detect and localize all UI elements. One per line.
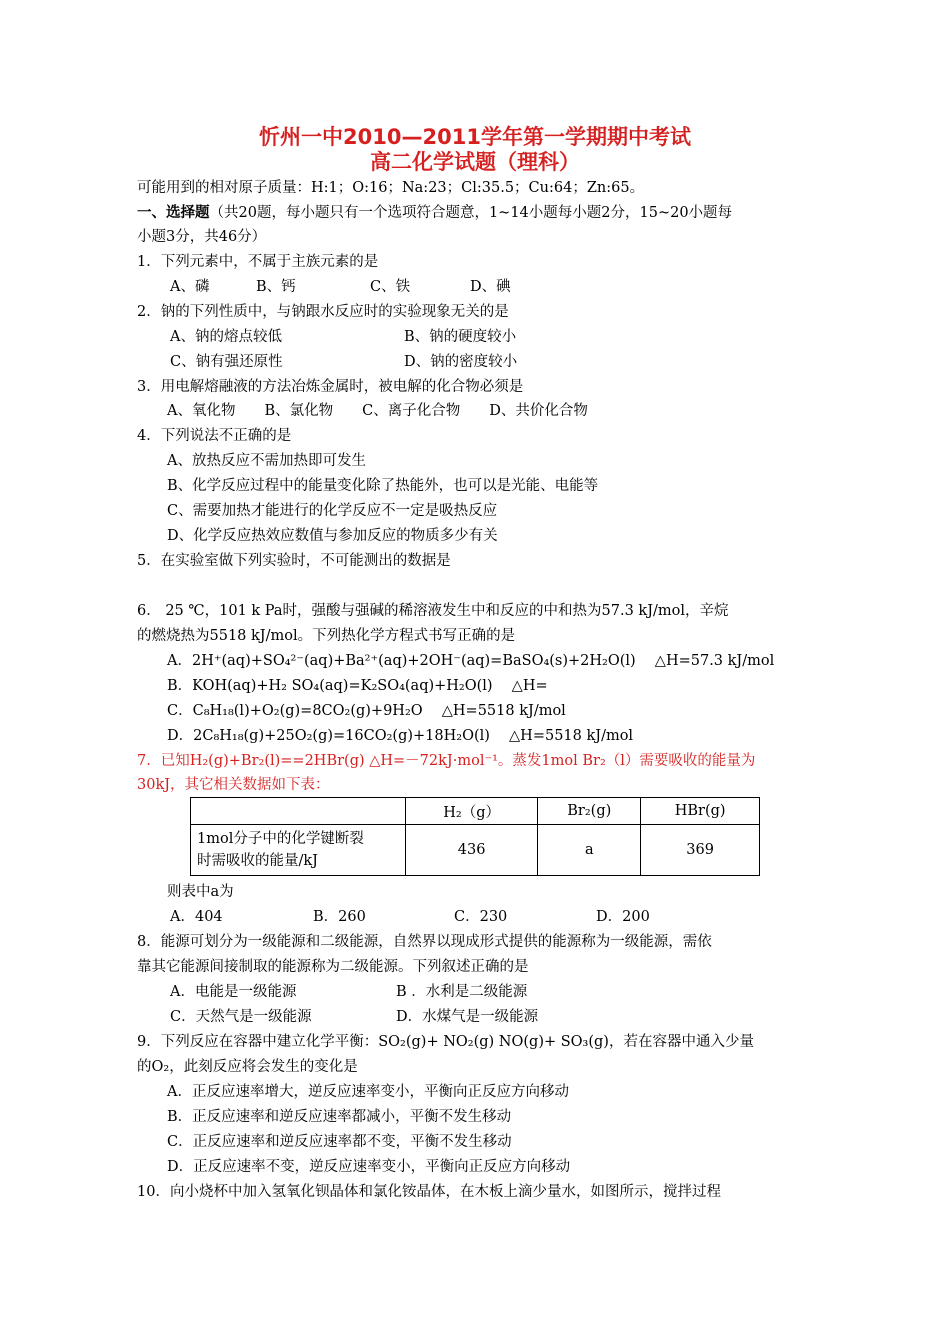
- q1-option-a: A、磷: [170, 279, 210, 295]
- q2-option-d: D、钠的密度较小: [404, 354, 518, 370]
- q8-option-a: A．电能是一级能源: [170, 984, 297, 1000]
- section-desc-cont: 小题3分，共46分）: [137, 229, 267, 245]
- q7-option-a: A．404: [170, 909, 223, 925]
- table-header-cell: HBr(g): [641, 798, 760, 825]
- row-label-line1: 1mol分子中的化学键断裂: [197, 831, 364, 847]
- q3-stem: 3．用电解熔融液的方法冶炼金属时，被电解的化合物必须是: [137, 379, 524, 395]
- q7-after-table: 则表中a为: [167, 884, 234, 900]
- table-header-row: [191, 798, 760, 825]
- q8-stem-cont: 靠其它能源间接制取的能源称为二级能源。下列叙述正确的是: [137, 959, 529, 975]
- q3-options: A、氧化物 B、氯化物 C、离子化合物 D、共价化合物: [167, 403, 588, 419]
- section-desc: （共20题，每小题只有一个选项符合题意，1~14小题每小题2分，15~20小题每: [209, 205, 733, 221]
- q7-option-b: B．260: [313, 909, 366, 925]
- atomic-mass-note: 可能用到的相对原子质量：H:1；O:16；Na:23；Cl:35.5；Cu:64；Zn:65。: [137, 180, 645, 196]
- q6-stem-cont: 的燃烧热为5518 kJ/mol。下列热化学方程式书写正确的是: [137, 628, 516, 644]
- q9-option-d: D．正反应速率不变，逆反应速率变小，平衡向正反应方向移动: [167, 1159, 571, 1175]
- q8-option-c: C．天然气是一级能源: [170, 1009, 312, 1025]
- q2-option-c: C、钠有强还原性: [170, 354, 283, 370]
- bond-energy-table: [190, 797, 760, 876]
- q8-option-b: B ．水利是二级能源: [396, 984, 528, 1000]
- q4-stem: 4．下列说法不正确的是: [137, 428, 292, 444]
- q1-option-c: C、铁: [370, 279, 411, 295]
- q2-option-b: B、钠的硬度较小: [404, 329, 517, 345]
- q1-option-b: B、钙: [256, 279, 296, 295]
- table-cell: 436: [406, 825, 538, 876]
- q1-stem: 1．下列元素中，不属于主族元素的是: [137, 254, 379, 270]
- q9-stem-cont: 的O₂，此刻反应将会发生的变化是: [137, 1059, 358, 1075]
- q4-option-d: D、化学反应热效应数值与参加反应的物质多少有关: [167, 528, 498, 544]
- q6-stem: 6． 25 ℃，101 k Pa时，强酸与强碱的稀溶液发生中和反应的中和热为57.3 kJ/mol，辛烷: [137, 603, 729, 619]
- q10-stem: 10．向小烧杯中加入氢氧化钡晶体和氯化铵晶体，在木板上滴少量水，如图所示，搅拌过程: [137, 1184, 721, 1200]
- q6-option-d: D．2C₈H₁₈(g)+25O₂(g)=16CO₂(g)+18H₂O(l) △H=5518 kJ/mol: [167, 728, 634, 744]
- q1-option-d: D、碘: [470, 279, 511, 295]
- q2-stem: 2．钠的下列性质中，与钠跟水反应时的实验现象无关的是: [137, 304, 509, 320]
- q4-option-a: A、放热反应不需加热即可发生: [167, 453, 366, 469]
- q9-stem: 9．下列反应在容器中建立化学平衡：SO₂(g)+ NO₂(g) NO(g)+ SO₃(g)，若在容器中通入少量: [137, 1034, 754, 1050]
- q6-option-a: A．2H⁺(aq)+SO₄²⁻(aq)+Ba²⁺(aq)+2OH⁻(aq)=BaSO₄(s)+2H₂O(l) △H=57.3 kJ/mol: [167, 653, 775, 669]
- q9-option-b: B．正反应速率和逆反应速率都减小，平衡不发生移动: [167, 1109, 512, 1125]
- table-row-label: [191, 825, 406, 876]
- section-heading-line: [137, 203, 732, 223]
- q9-option-a: A．正反应速率增大，逆反应速率变小，平衡向正反应方向移动: [167, 1084, 569, 1100]
- section-heading: 一、选择题: [137, 204, 210, 221]
- table-row: [191, 825, 760, 876]
- q2-option-a: A、钠的熔点较低: [170, 329, 282, 345]
- q4-option-c: C、需要加热才能进行的化学反应不一定是吸热反应: [167, 503, 498, 519]
- table-header-cell: [191, 798, 406, 825]
- q7-option-c: C．230: [454, 909, 508, 925]
- table-header-cell: H₂（g）: [406, 798, 538, 825]
- q8-stem: 8．能源可划分为一级能源和二级能源，自然界以现成形式提供的能源称为一级能源，需依: [137, 934, 712, 950]
- q9-option-c: C．正反应速率和逆反应速率都不变，平衡不发生移动: [167, 1134, 512, 1150]
- q7-option-d: D．200: [596, 909, 650, 925]
- q5-stem: 5．在实验室做下列实验时，不可能测出的数据是: [137, 553, 451, 569]
- q7-stem-cont: 30kJ，其它相关数据如下表：: [137, 777, 330, 793]
- table-cell: a: [538, 825, 641, 876]
- row-label-line2: 时需吸收的能量/kJ: [197, 853, 318, 869]
- exam-title: 忻州一中2010—2011学年第一学期期中考试: [259, 125, 691, 149]
- q8-option-d: D．水煤气是一级能源: [396, 1009, 539, 1025]
- exam-subtitle: 高二化学试题（理科）: [370, 150, 580, 174]
- q6-option-b: B．KOH(aq)+H₂ SO₄(aq)=K₂SO₄(aq)+H₂O(l) △H=: [167, 678, 548, 694]
- q6-option-c: C．C₈H₁₈(l)+O₂(g)=8CO₂(g)+9H₂O △H=5518 kJ/mol: [167, 703, 566, 719]
- table-cell: 369: [641, 825, 760, 876]
- q7-stem: 7．已知H₂(g)+Br₂(l)==2HBr(g) △H=－72kJ·mol⁻¹。蒸发1mol Br₂（l）需要吸收的能量为: [137, 753, 756, 769]
- table-header-cell: Br₂(g): [538, 798, 641, 825]
- q4-option-b: B、化学反应过程中的能量变化除了热能外，也可以是光能、电能等: [167, 478, 599, 494]
